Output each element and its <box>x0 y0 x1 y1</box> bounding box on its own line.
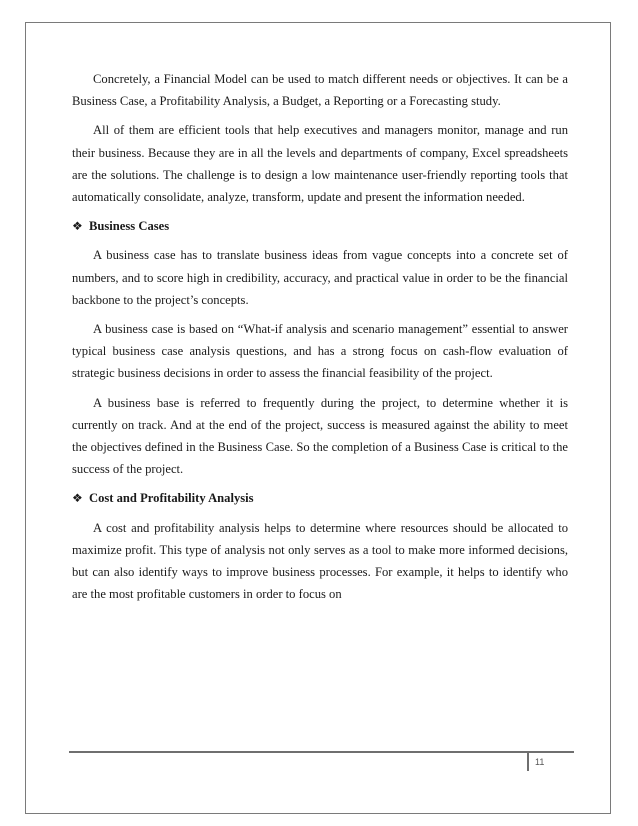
intro-paragraph-2: All of them are efficient tools that help executives and managers monitor, manage and run their business. Because they are in all the levels and departments of company, Excel spreadsheets are the solutions. The challenge is to design a low maintenance user-friendly reporting tools that automatically consolidate, analyze, transform, update and present the information needed. <box>72 123 568 205</box>
heading-cost-profitability-text: Cost and Profitability Analysis <box>89 491 254 506</box>
page-number-separator <box>527 753 529 771</box>
diamond-bullet-icon: ❖ <box>72 491 83 506</box>
business-cases-paragraph-1: A business case has to translate business ideas from vague concepts into a concrete set of numbers, and to score high in credibility, accuracy, and practical value in order to be the financial backbone to the project’s concepts. <box>72 248 568 307</box>
heading-business-cases <box>72 215 568 237</box>
diamond-bullet-icon: ❖ <box>72 219 83 234</box>
business-cases-paragraph-3: A business base is referred to frequently during the project, to determine whether it is currently on track. And at the end of the project, success is measured against the ability to meet the objectives defined in the Business Case. So the completion of a Business Case is critical to the success of the project. <box>72 395 568 477</box>
business-cases-paragraph-2: A business case is based on “What-if analysis and scenario management” essential to answer typical business case analysis questions, and has a strong focus on cash-flow evaluation of strategic business decisions in order to assess the financial feasibility of the project. <box>72 322 568 381</box>
cost-profitability-paragraph-1: A cost and profitability analysis helps to determine where resources should be allocated to maximize profit. This type of analysis not only serves as a tool to make more informed decisions, but can also identify ways to improve business processes. For example, it helps to identify who are the most profitable customers in order to focus on <box>72 520 568 602</box>
heading-cost-profitability <box>72 487 568 509</box>
page-number: 11 <box>535 757 545 767</box>
intro-paragraph-1: Concretely, a Financial Model can be used to match different needs or objectives. It can be a Business Case, a Profitability Analysis, a Budget, a Reporting or a Forecasting study. <box>72 72 568 109</box>
footer-divider <box>69 751 574 753</box>
document-body <box>72 68 568 612</box>
heading-business-cases-text: Business Cases <box>89 219 170 234</box>
